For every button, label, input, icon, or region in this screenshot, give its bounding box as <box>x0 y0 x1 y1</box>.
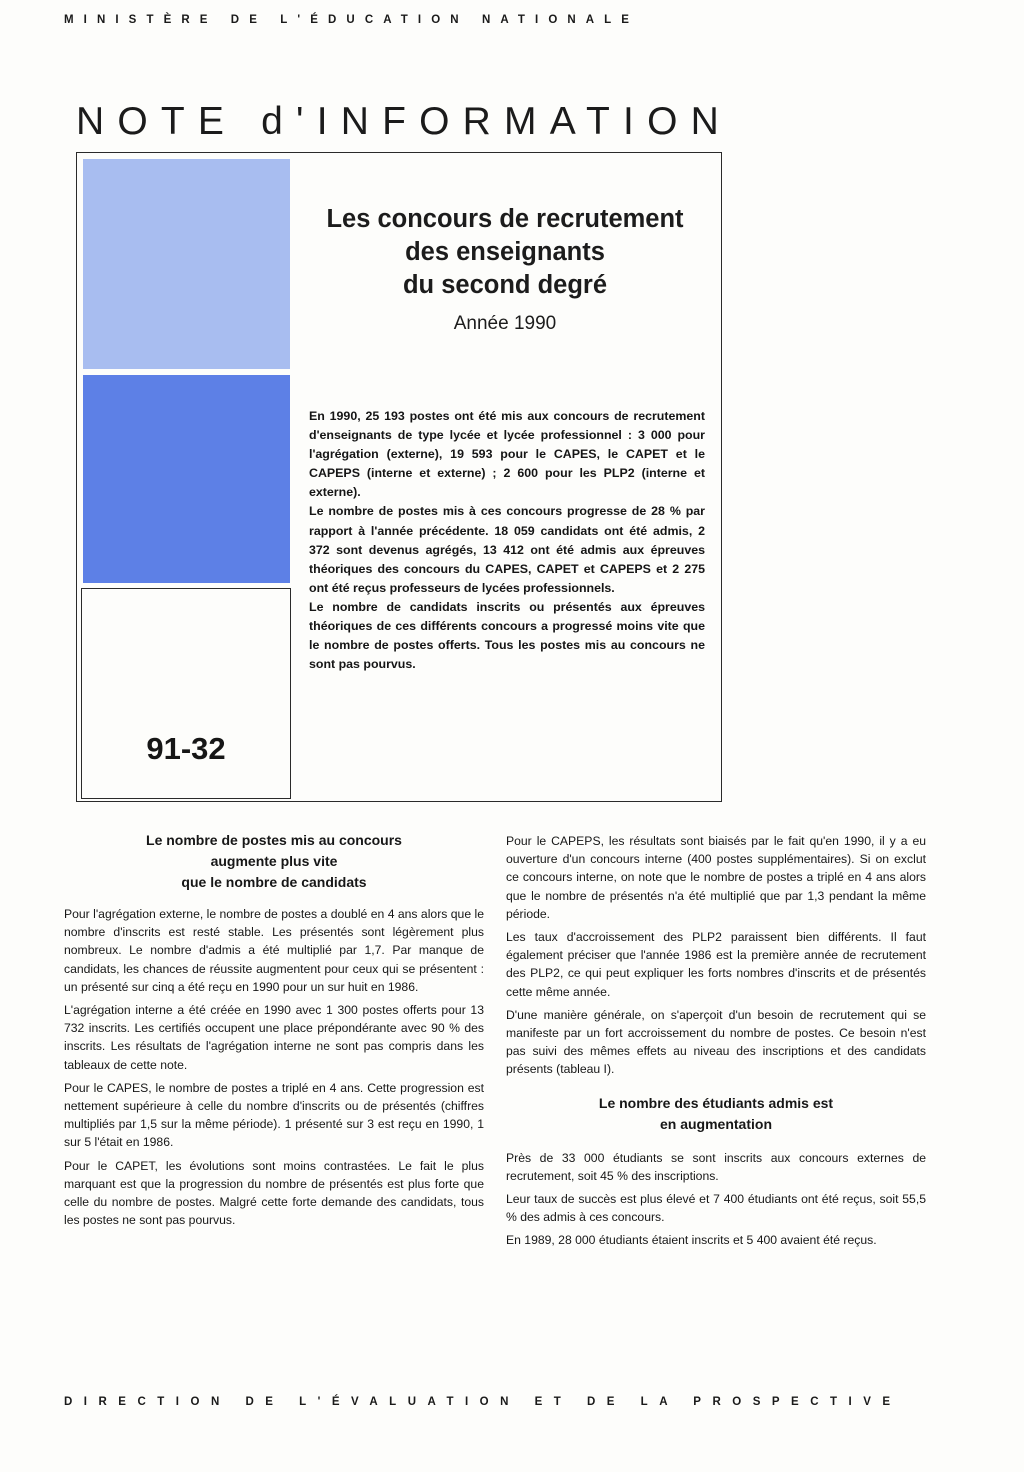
direction-footer: DIRECTION DE L'ÉVALUATION ET DE LA PROSPECTIVE <box>64 1396 902 1408</box>
section-heading <box>64 830 484 893</box>
heading-line: que le nombre de candidats <box>181 874 367 890</box>
summary-paragraph: Le nombre de candidats inscrits ou présentés aux épreuves théoriques de ces différents concours a progressé moins vite que le nombre de postes offerts. Tous les postes mis au concours ne sont pas pourvus. <box>309 599 705 672</box>
summary-paragraph: En 1990, 25 193 postes ont été mis aux concours de recrutement d'enseignants de type lycée et lycée professionnel : 3 000 pour l'agrégation (externe), 19 593 pour le CAPES, le CAPET et le CAPEPS (interne et externe) ; 2 600 pour les PLP2 (interne et externe). <box>309 409 705 500</box>
summary-text <box>309 407 705 674</box>
body-paragraph: Les taux d'accroissement des PLP2 paraissent bien différents. Il faut également préciser que l'année 1986 est la première année de recrutement des PLP2, ce qui peut expliquer les forts nombres d'inscrits et de présentés cette même année. <box>506 930 926 999</box>
note-number-box <box>81 588 291 799</box>
cover-box <box>76 152 722 802</box>
body-paragraph: En 1989, 28 000 étudiants étaient inscrits et 5 400 avaient été reçus. <box>506 1233 877 1248</box>
body-paragraph: Près de 33 000 étudiants se sont inscrits aux concours externes de recrutement, soit 45 % des inscriptions. <box>506 1150 926 1183</box>
heading-line: Le nombre des étudiants admis est <box>598 1094 834 1111</box>
section-heading <box>506 1093 926 1135</box>
cover-year: Année 1990 <box>453 313 557 334</box>
body-paragraph: Leur taux de succès est plus élevé et 7 400 étudiants ont été reçus, soit 55,5 % des admis à ces concours. <box>506 1192 926 1225</box>
heading-line: en augmentation <box>659 1115 772 1132</box>
publication-title: NOTE d'INFORMATION <box>76 100 732 143</box>
cover-title-line: Les concours de recrutement <box>326 205 684 233</box>
body-paragraph: Pour le CAPET, les évolutions sont moins contrastées. Le fait le plus marquant est que la progression du nombre de présentés est plus forte que celle du nombre de postes. Malgré cette forte demande des candidats, tous les postes ne sont pas pourvus. <box>64 1158 484 1228</box>
left-column <box>64 830 484 1234</box>
body-paragraph: Pour l'agrégation externe, le nombre de postes a doublé en 4 ans alors que le nombre d'inscrits est resté stable. Les présentés sont légèrement plus nombreux. Le nombre d'admis a été multiplié par 1,7. Par manque de candidats, les chances de réussite augmentent pour ceux qui se présentent : un présenté sur cinq a été reçu en 1990 pour un sur huit en 1986. <box>64 907 484 994</box>
cover-title-line: du second degré <box>402 271 608 299</box>
light-blue-panel <box>83 159 290 369</box>
body-paragraph: L'agrégation interne a été créée en 1990 avec 1 300 postes offerts pour 13 732 inscrits. Les certifiés occupent une place prépondérante avec 90 % des inscrits. Les résultats de l'agrégation interne ne sont pas compris dans les tableaux de cette note. <box>64 1003 484 1072</box>
cover-title <box>297 203 713 302</box>
body-paragraph: D'une manière générale, on s'aperçoit d'un besoin de recrutement qui se manifeste par un fort accroissement du nombre de postes. Ce besoin n'est pas suivi des mêmes effets au niveau des inscriptions et des candidats présents (tableau I). <box>506 1007 926 1077</box>
heading-line: Le nombre de postes mis au concours <box>146 832 402 848</box>
note-number: 91-32 <box>146 731 226 766</box>
body-paragraph: Pour le CAPEPS, les résultats sont biaisés par le fait qu'en 1990, il y a eu ouverture d'un concours interne (400 postes supplémentaires). Si on exclut ce concours interne, on note que le nombre de postes a triplé en 4 ans alors que le nombre de présentés n'a été multiplié que par 1,3 pendant la même période. <box>506 834 926 921</box>
body-paragraph: Pour le CAPES, le nombre de postes a triplé en 4 ans. Cette progression est nettement supérieure à celle du nombre d'inscrits ou de présentés (chiffres multipliés par 1,5 sur la même période). 1 présenté sur 3 est reçu en 1990, 1 sur 5 l'était en 1986. <box>64 1080 484 1150</box>
dark-blue-panel <box>83 375 290 583</box>
right-column <box>506 832 926 1255</box>
cover-title-line: des enseignants <box>405 238 605 266</box>
summary-paragraph: Le nombre de postes mis à ces concours progresse de 28 % par rapport à l'année précédente. 18 059 candidats ont été admis, 2 372 sont devenus agrégés, 13 412 ont été admis aux épreuves théoriques des concours du CAPES, CAPET et CAPEPS et 2 275 ont été reçus professeurs de lycées professionnels. <box>309 504 705 595</box>
ministry-header: MINISTÈRE DE L'ÉDUCATION NATIONALE <box>64 14 640 26</box>
heading-line: augmente plus vite <box>210 853 338 869</box>
